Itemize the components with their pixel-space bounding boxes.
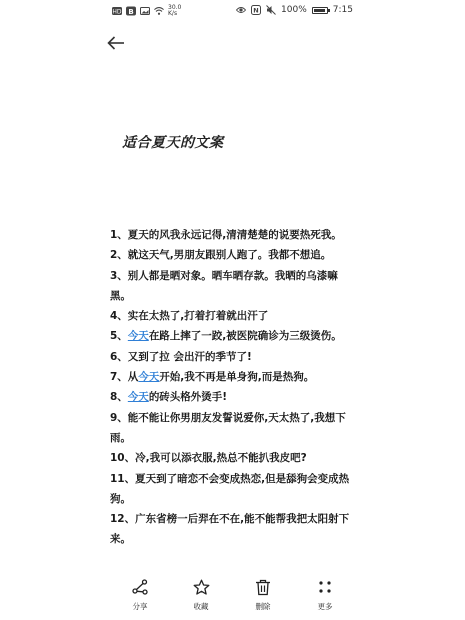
line-text: 开始,我不再是单身狗,而是热狗。 [159, 371, 315, 384]
battery-icon [312, 7, 328, 14]
article-line [110, 448, 360, 468]
delete-button[interactable] [243, 578, 283, 612]
line-text: 2、就这天气,男朋友跟别人跑了。我都不想追。 [110, 249, 332, 262]
line-text: 1、夏天的风我永远记得,清清楚楚的说要热死我。 [110, 229, 342, 241]
article-line [110, 469, 360, 489]
svg-text:N: N [253, 6, 259, 15]
line-text: 8、 [110, 391, 128, 404]
more-label: 更多 [317, 602, 333, 611]
wifi-icon [154, 6, 164, 16]
line-text: 雨。 [110, 431, 131, 444]
line-text: 的砖头格外烫手! [148, 391, 228, 404]
article-line [110, 266, 360, 286]
highlight-link[interactable]: 今天 [127, 391, 149, 404]
article-line [110, 306, 360, 326]
line-text: 6、又到了拉 会出汗的季节了! [110, 350, 252, 363]
line-text: 12、广东省榜一后羿在不在,能不能帮我把太阳射下 [110, 513, 350, 526]
share-label: 分享 [132, 602, 148, 611]
clock-time: 7:15 [332, 5, 353, 15]
article-line [110, 387, 360, 407]
more-button[interactable] [305, 578, 345, 612]
line-text: 在路上摔了一跤,被医院确诊为三级烫伤。 [148, 330, 342, 343]
star-icon [192, 578, 210, 596]
favorite-label: 收藏 [193, 602, 209, 611]
article-line [110, 326, 360, 346]
line-text: 7、从 [110, 371, 139, 384]
eye-icon [236, 5, 246, 15]
article-line [110, 408, 360, 428]
article-title: 适合夏天的文案 [122, 135, 224, 151]
nfc-icon [251, 5, 261, 15]
image-notification-icon [140, 6, 150, 16]
line-text: 4、实在太热了,打着打着就出汗了 [110, 310, 269, 323]
share-button[interactable] [120, 578, 160, 612]
article-line [110, 245, 360, 265]
trash-icon [254, 578, 272, 596]
article-line [110, 428, 360, 448]
favorite-button[interactable] [181, 578, 221, 612]
line-text: 9、能不能让你男朋友发誓说爱你,天太热了,我想下 [110, 411, 346, 424]
line-text: 来。 [110, 533, 131, 546]
more-dots-icon [316, 578, 334, 596]
line-text: 5、 [110, 330, 128, 343]
status-bar [0, 0, 465, 24]
highlight-link[interactable]: 今天 [138, 371, 160, 384]
b-app-icon [126, 6, 136, 16]
article-line [110, 225, 360, 245]
network-speed: 30.0 K/s [168, 4, 182, 17]
article-line [110, 489, 360, 509]
article-line [110, 529, 360, 549]
line-text: 10、冷,我可以添衣服,热总不能扒我皮吧? [110, 452, 307, 465]
article-line [110, 347, 360, 367]
article-line [110, 367, 360, 387]
article-body [110, 225, 360, 550]
battery-percent: 100% [281, 5, 307, 15]
line-text: 3、别人都是晒对象。晒车晒存款。我晒的乌漆嘛 [110, 269, 338, 282]
bottom-toolbar [0, 578, 465, 620]
highlight-link[interactable]: 今天 [127, 330, 149, 343]
back-arrow-icon [107, 35, 125, 54]
svg-text:HD: HD [112, 8, 122, 16]
mute-icon [266, 5, 276, 15]
back-button[interactable] [104, 33, 128, 55]
article-line [110, 509, 360, 529]
hd-signal-icon [112, 6, 122, 16]
article-line [110, 286, 360, 306]
line-text: 狗。 [110, 492, 131, 505]
svg-text:B: B [128, 8, 134, 16]
share-icon [131, 578, 149, 596]
line-text: 11、夏天到了暗恋不会变成热恋,但是舔狗会变成热 [110, 472, 350, 485]
line-text: 黑。 [110, 289, 131, 302]
delete-label: 删除 [255, 602, 271, 611]
